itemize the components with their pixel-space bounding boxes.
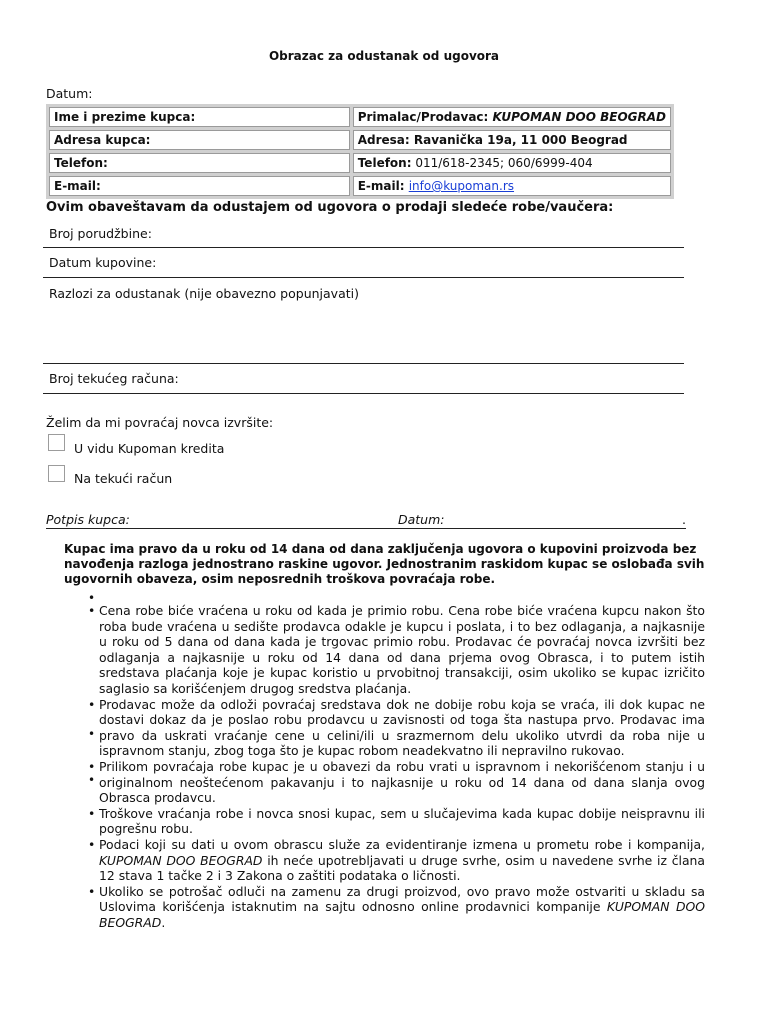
bank-account-label: Na tekući račun — [74, 471, 173, 486]
table-row — [49, 176, 671, 196]
signature-end-dot: . — [682, 512, 686, 527]
phone-value: 011/618-2345; 060/6999-404 — [411, 156, 593, 170]
signature-line[interactable] — [46, 512, 686, 529]
withdrawal-rights-note: Kupac ima pravo da u roku od 14 dana od dana zaključenja ugovora o kupovini proizvoda bez navođenja razloga jednostrano raskine ugovor. Jednostranim raskidom kupac se oslobađa svih ugovornih obaveza, osim neposrednih troškova povraćaja robe. — [64, 542, 705, 586]
purchase-date-field[interactable] — [43, 255, 684, 278]
bank-account-checkbox[interactable] — [48, 465, 65, 482]
kupoman-credit-checkbox[interactable] — [48, 434, 65, 451]
withdrawal-statement: Ovim obaveštavam da odustajem od ugovora o prodaji sledeće robe/vaučera: — [46, 200, 614, 215]
list-item: • Prodavac može da odloži povraćaj sredstava dok ne dobije robu koja se vraća, ili dok kupac ne dostavi dokaz da je poslao robu prodavcu u zavisnosti od toga šta nastupa prvo. Prodavac ima pravo da uskrati vraćanje cene u celini/ili u srazmernom delu ukoliko utvrdi da roba nije u ispravnom stanju, zbog toga što je kupac robom neadekvatno ili nepravilno rukovao. — [99, 697, 705, 759]
bullet-icon: • — [88, 773, 96, 787]
bullet-icon: • — [88, 591, 96, 605]
list-item — [99, 837, 705, 884]
table-row — [49, 130, 671, 150]
purchase-date-label: Datum kupovine: — [49, 255, 157, 270]
r5-text-start: Podaci koji su dati u ovom obrascu služe za evidentiranje izmena u prometu robe i kompanija, — [99, 836, 705, 852]
r6-text-end: . — [161, 914, 166, 930]
form-title: Obrazac za odustanak od ugovora — [268, 49, 500, 63]
buyer-email-cell[interactable]: E-mail: — [49, 176, 350, 196]
phone-label: Telefon: — [357, 156, 412, 170]
reasons-field[interactable] — [43, 286, 684, 364]
table-row — [49, 107, 671, 127]
account-number-field[interactable] — [43, 371, 684, 394]
contact-info-table — [46, 104, 674, 199]
recipient-company: KUPOMAN DOO BEOGRAD — [492, 110, 666, 124]
seller-phone-cell — [353, 153, 671, 173]
seller-address-cell: Adresa: Ravanička 19a, 11 000 Beograd — [353, 130, 671, 150]
account-number-label: Broj tekućeg računa: — [49, 371, 179, 386]
r5-text-end: ih neće upotrebljavati u druge svrhe, osim u navedene svrhe iz člana 12 stava 1 tačke 2 i 3 Zakona o zaštiti podataka o ličnosti. — [99, 852, 706, 884]
email-label: E-mail: — [357, 179, 405, 193]
signature-date-label: Datum: — [398, 512, 445, 527]
buyer-phone-cell[interactable]: Telefon: — [49, 153, 350, 173]
order-number-label: Broj porudžbine: — [49, 226, 152, 241]
table-row — [49, 153, 671, 173]
recipient-label: Primalac/Prodavac: — [357, 110, 493, 124]
list-item: • Cena robe biće vraćena u roku od kada je primio robu. Cena robe biće vraćena kupcu nakon što roba bude vraćena u sedište prodavca odakle je kupcu i poslata, i to bez odlaganja, a najkasnije u roku od 5 dana od dana kada je trgovac primio robu. Prodavac će povraćaj novca izvršiti bez odlaganja a najkasnije u roku od 14 dana od dana prjema ovog Obrasca, i to putem istih sredstava plaćanja koje je kupac koristio u prvobitnoj transakciji, osim ukoliko se kupac izričito saglasio sa korišćenjem drugog sredstva plaćanja. — [99, 603, 705, 697]
reasons-label: Razlozi za odustanak (nije obavezno popunjavati) — [49, 286, 359, 301]
buyer-name-cell[interactable]: Ime i prezime kupca: — [49, 107, 350, 127]
order-number-field[interactable] — [43, 226, 684, 248]
conditions-list — [99, 590, 705, 930]
r5-company: KUPOMAN DOO BEOGRAD — [99, 852, 263, 868]
r6-text-start: Ukoliko se potrošač odluči na zamenu za drugi proizvod, ovo pravo može ostvariti u skladu sa Uslovima korišćenja istaknutim na sajtu odnosno online prodavnici kompanije — [99, 883, 705, 915]
list-item — [99, 884, 705, 931]
bullet-icon: • — [88, 727, 96, 741]
refund-method-label: Želim da mi povraćaj novca izvršite: — [46, 415, 274, 430]
seller-recipient-cell — [353, 107, 671, 127]
seller-email-cell — [353, 176, 671, 196]
buyer-address-cell[interactable]: Adresa kupca: — [49, 130, 350, 150]
buyer-signature-label: Potpis kupca: — [46, 512, 130, 527]
datum-label: Datum: — [46, 86, 93, 101]
seller-email-link[interactable]: info@kupoman.rs — [408, 179, 515, 193]
r6-company: KUPOMAN DOO BEOGRAD — [99, 899, 705, 930]
list-item: • Prilikom povraćaja robe kupac je u obavezi da robu vrati u ispravnom i nekorišćenom stanju i u originalnom neoštećenom pakavanju i to najkasnije u roku od 14 dana od dana slanja ovog Obrasca prodavcu. — [99, 759, 705, 806]
list-item: • Troškove vraćanja robe i novca snosi kupac, sem u slučajevima kada kupac dobije neispravnu ili pogrešnu robu. — [99, 806, 705, 837]
kupoman-credit-label: U vidu Kupoman kredita — [74, 441, 225, 456]
